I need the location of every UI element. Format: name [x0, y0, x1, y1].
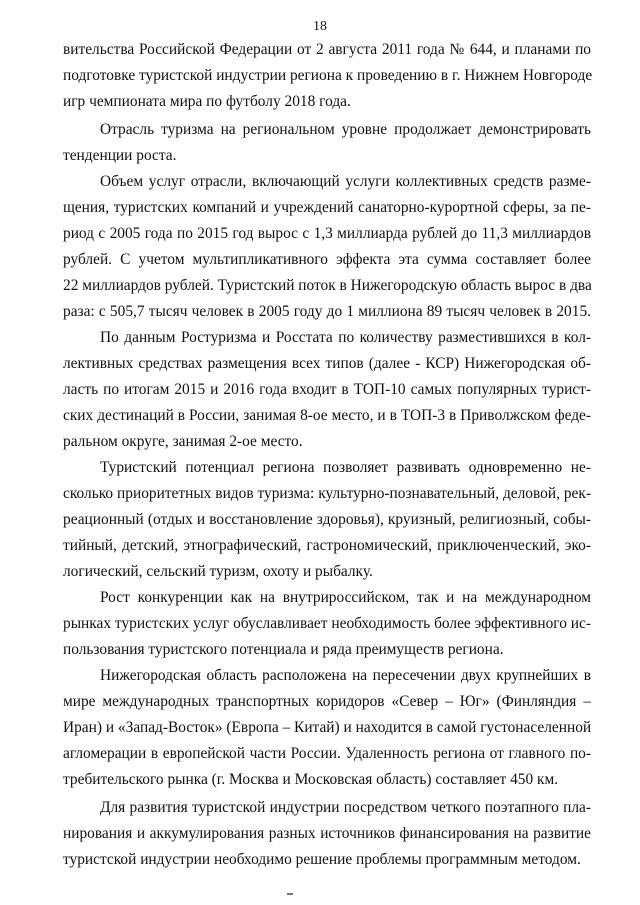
text-line: нирования и аккумулирования разных источников финансирования на развитие — [63, 825, 591, 842]
text-line: игр чемпионата мира по футболу 2018 года. — [63, 93, 351, 110]
text-line: Иран) и «Запад-Восток» (Европа – Китай) и находится в самой густонаселенной — [63, 719, 592, 736]
text-line: требительского рынка (г. Москва и Московская область) составляет 450 км. — [63, 771, 559, 788]
text-line: 22 миллиардов рублей. Туристский поток в Нижегородскую область вырос в два — [63, 277, 592, 294]
text-line: ласть по итогам 2015 и 2016 года входит в ТОП-10 самых популярных турист- — [63, 381, 591, 398]
text-line: Туристский потенциал региона позволяет развивать одновременно не- — [100, 459, 591, 476]
text-line: тенденции роста. — [63, 147, 177, 164]
text-line: раза: с 505,7 тысяч человек в 2005 году до 1 миллиона 89 тысяч человек в 2015. — [63, 303, 591, 320]
text-line: подготовке туристской индустрии региона к проведению в г. Нижнем Новгороде — [63, 67, 593, 84]
text-line: щения, туристских компаний и учреждений санаторно-курортной сферы, за пе- — [63, 199, 591, 216]
text-line: туристской индустрии необходимо решение проблемы программным методом. — [63, 851, 581, 868]
text-line: риод с 2005 года по 2015 год вырос с 1,3 миллиарда рублей до 11,3 миллиардов — [63, 225, 591, 242]
page-number: 18 — [313, 19, 327, 34]
text-line: ральном округе, занимая 2-ое место. — [63, 433, 303, 450]
text-line: мире международных транспортных коридоров «Север – Юг» (Финляндия – — [63, 693, 591, 710]
text-line: Для развития туристской индустрии посредством четкого поэтапного пла- — [100, 799, 591, 816]
text-line: пользования туристского потенциала и ряда преимуществ региона. — [63, 641, 504, 658]
text-line: Отрасль туризма на региональном уровне продолжает демонстрировать — [100, 121, 591, 138]
text-line: Нижегородская область расположена на пересечении двух крупнейших в — [100, 667, 591, 684]
text-line: рублей. С учетом мультипликативного эффекта эта сумма составляет более — [63, 251, 591, 268]
text-line: сколько приоритетных видов туризма: культурно-познавательный, деловой, рек- — [63, 485, 591, 502]
text-line: Рост конкуренции как на внутрироссийском, так и на международном — [100, 589, 591, 606]
text-line: рынках туристских услуг обуславливает необходимость более эффективного ис- — [63, 615, 591, 632]
text-line: лективных средствах размещения всех типов (далее - КСР) Нижегородская об- — [63, 355, 591, 372]
text-line: тийный, детский, этнографический, гастрономический, приключенческий, эко- — [63, 537, 591, 554]
text-line: По данным Ростуризма и Росстата по количеству разместившихся в кол- — [100, 329, 591, 346]
text-line: реационный (отдых и восстановление здоровья), круизный, религиозный, собы- — [63, 511, 591, 528]
text-line: вительства Российской Федерации от 2 августа 2011 года № 644, и планами по — [63, 41, 591, 58]
text-line: логический, сельский туризм, охоту и рыбалку. — [63, 563, 373, 580]
text-line: Объем услуг отрасли, включающий услуги коллективных средств разме- — [100, 173, 591, 190]
text-line: ских дестинаций в России, занимая 8-ое место, и в ТОП-3 в Приволжском феде- — [63, 407, 591, 424]
scan-mark — [287, 893, 293, 895]
text-line: агломерации в европейской части России. Удаленность региона от главного по- — [63, 745, 591, 762]
